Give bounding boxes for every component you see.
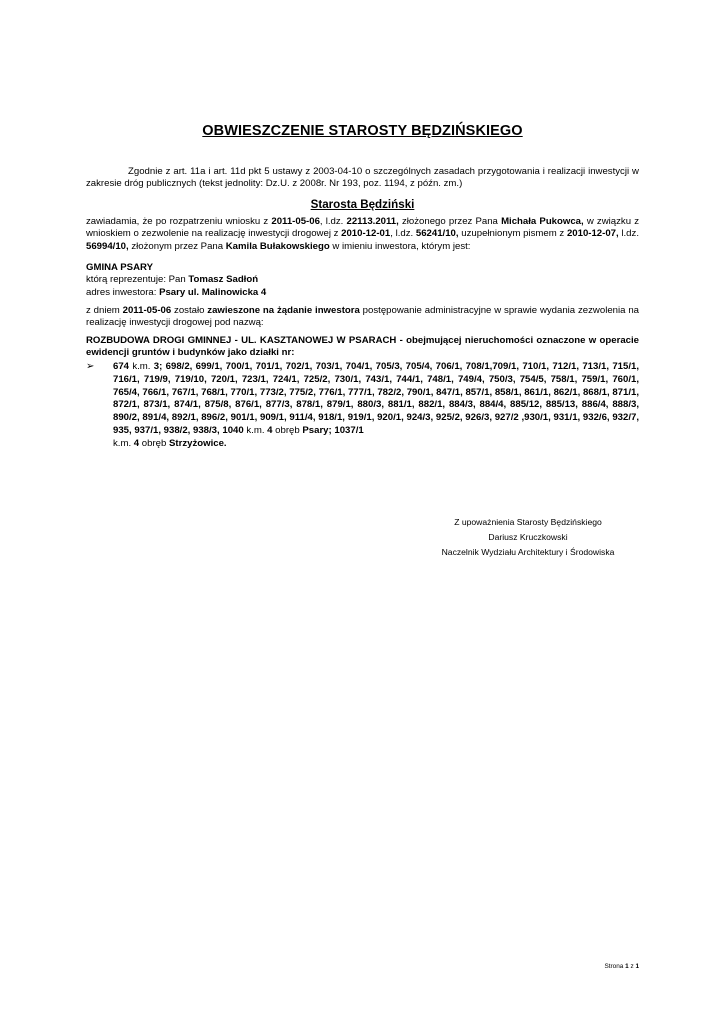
- investor-name: GMINA PSARY: [86, 262, 153, 273]
- request-date: 2010-12-01: [341, 228, 391, 240]
- investor-block: GMINA PSARY którą reprezentuje: Pan Tomasz Sadłoń adres inwestora: Psary ul. Malinowicka 4: [86, 262, 267, 298]
- supplement-date: 2010-12-07,: [566, 228, 619, 240]
- issuer-heading: Starosta Będziński: [310, 198, 415, 211]
- signatory-name: Dariusz Kruczkowski: [488, 532, 568, 542]
- signature-block: [418, 515, 638, 560]
- reference-number: 56241/10,: [415, 228, 459, 240]
- signature-authorization: Z upoważnienia Starosty Będzińskiego: [454, 517, 602, 527]
- application-date: 2011-05-06: [271, 216, 320, 227]
- representative-name: Kamila Bułakowskiego: [225, 240, 330, 252]
- signatory-title: Naczelnik Wydziału Architektury i Środowiska: [441, 547, 615, 557]
- suspension-date: 2011-05-06: [122, 305, 172, 316]
- project-name: ROZBUDOWA DROGI GMINNEJ - UL. KASZTANOWEJ W PSARACH - obejmującej nieruchomości oznaczone w operacie ewidencji gruntów i budynków jako działki nr:: [86, 335, 639, 359]
- suspension-paragraph: z dniem 2011-05-06 zostało zawieszone na żądanie inwestora postępowanie administracyjne w sprawie wydania zezwolenia na realizację inwestycji drogowej pod nazwą:: [86, 305, 639, 329]
- reference-number: 22113.2011,: [346, 216, 399, 227]
- parcel-list-text: 674 k.m. 3; 698/2, 699/1, 700/1, 701/1, 702/1, 703/1, 704/1, 705/3, 705/4, 706/1, 708/1,709/1, 710/1, 712/1, 713/1, 715/1, 716/1, 719/9, 719/10, 720/1, 723/1, 724/1, 725/2, 730/1, 743/1, 744/1, 748/1, 749/4, 750/3, 754/5, 758/1, 759/1, 760/1, 765/4, 766/1, 767/1, 768/1, 770/1, 773/2, 775/2, 776/1, 777/1, 782/2, 790/1, 847/1, 857/1, 858/1, 861/1, 862/1, 868/1, 871/1, 872/1, 873/1, 874/1, 875/8, 876/1, 877/3, 878/1, 879/1, 880/3, 881/1, 882/1, 884/3, 884/4, 885/12, 885/13, 886/4, 888/3, 890/2, 891/4, 892/1, 896/2, 901/1, 909/1, 911/4, 918/1, 919/1, 920/1, 924/3, 925/2, 926/3, 927/2 ,930/1, 931/1, 932/6, 932/7, 935, 937/1, 938/2, 938/3, 1040 k.m. 4 obręb Psary; 1037/1 k.m. 4 obręb Strzyżowice.: [113, 361, 640, 449]
- parcel-list: [86, 361, 639, 451]
- suspension-reason: zawieszone na żądanie inwestora: [207, 305, 360, 316]
- document-title: OBWIESZCZENIE STAROSTY BĘDZIŃSKIEGO: [202, 123, 523, 139]
- reference-number: 56994/10,: [86, 240, 129, 252]
- applicant-name: Michała Pukowca,: [501, 216, 584, 227]
- investor-address: Psary ul. Malinowicka 4: [159, 286, 267, 298]
- investor-representative: Tomasz Sadłoń: [188, 274, 259, 286]
- intro-paragraph: [86, 166, 639, 191]
- arrow-bullet-icon: ➢: [86, 361, 95, 372]
- notification-paragraph: zawiadamia, że po rozpatrzeniu wniosku z 2011-05-06, l.dz. 22113.2011, złożonego przez Pana Michała Pukowca, w związku z wnioskiem o zezwolenie na realizację inwestycji drogowej z 2010-12-01, l.dz. 56241/10, uzupełnionym pismem z 2010-12-07, l.dz. 56994/10, złożonym przez Pana Kamila Bułakowskiego w imieniu inwestora, którym jest:: [86, 216, 640, 252]
- page-number: Strona 1 z 1: [604, 963, 639, 970]
- intro-text: Zgodnie z art. 11a i art. 11d pkt 5 ustawy z 2003-04-10 o szczególnych zasadach przygotowania i realizacji inwestycji w zakresie dróg publicznych (tekst jednolity: Dz.U. z 2008r. Nr 193, poz. 1194, z późn. zm.): [86, 166, 639, 190]
